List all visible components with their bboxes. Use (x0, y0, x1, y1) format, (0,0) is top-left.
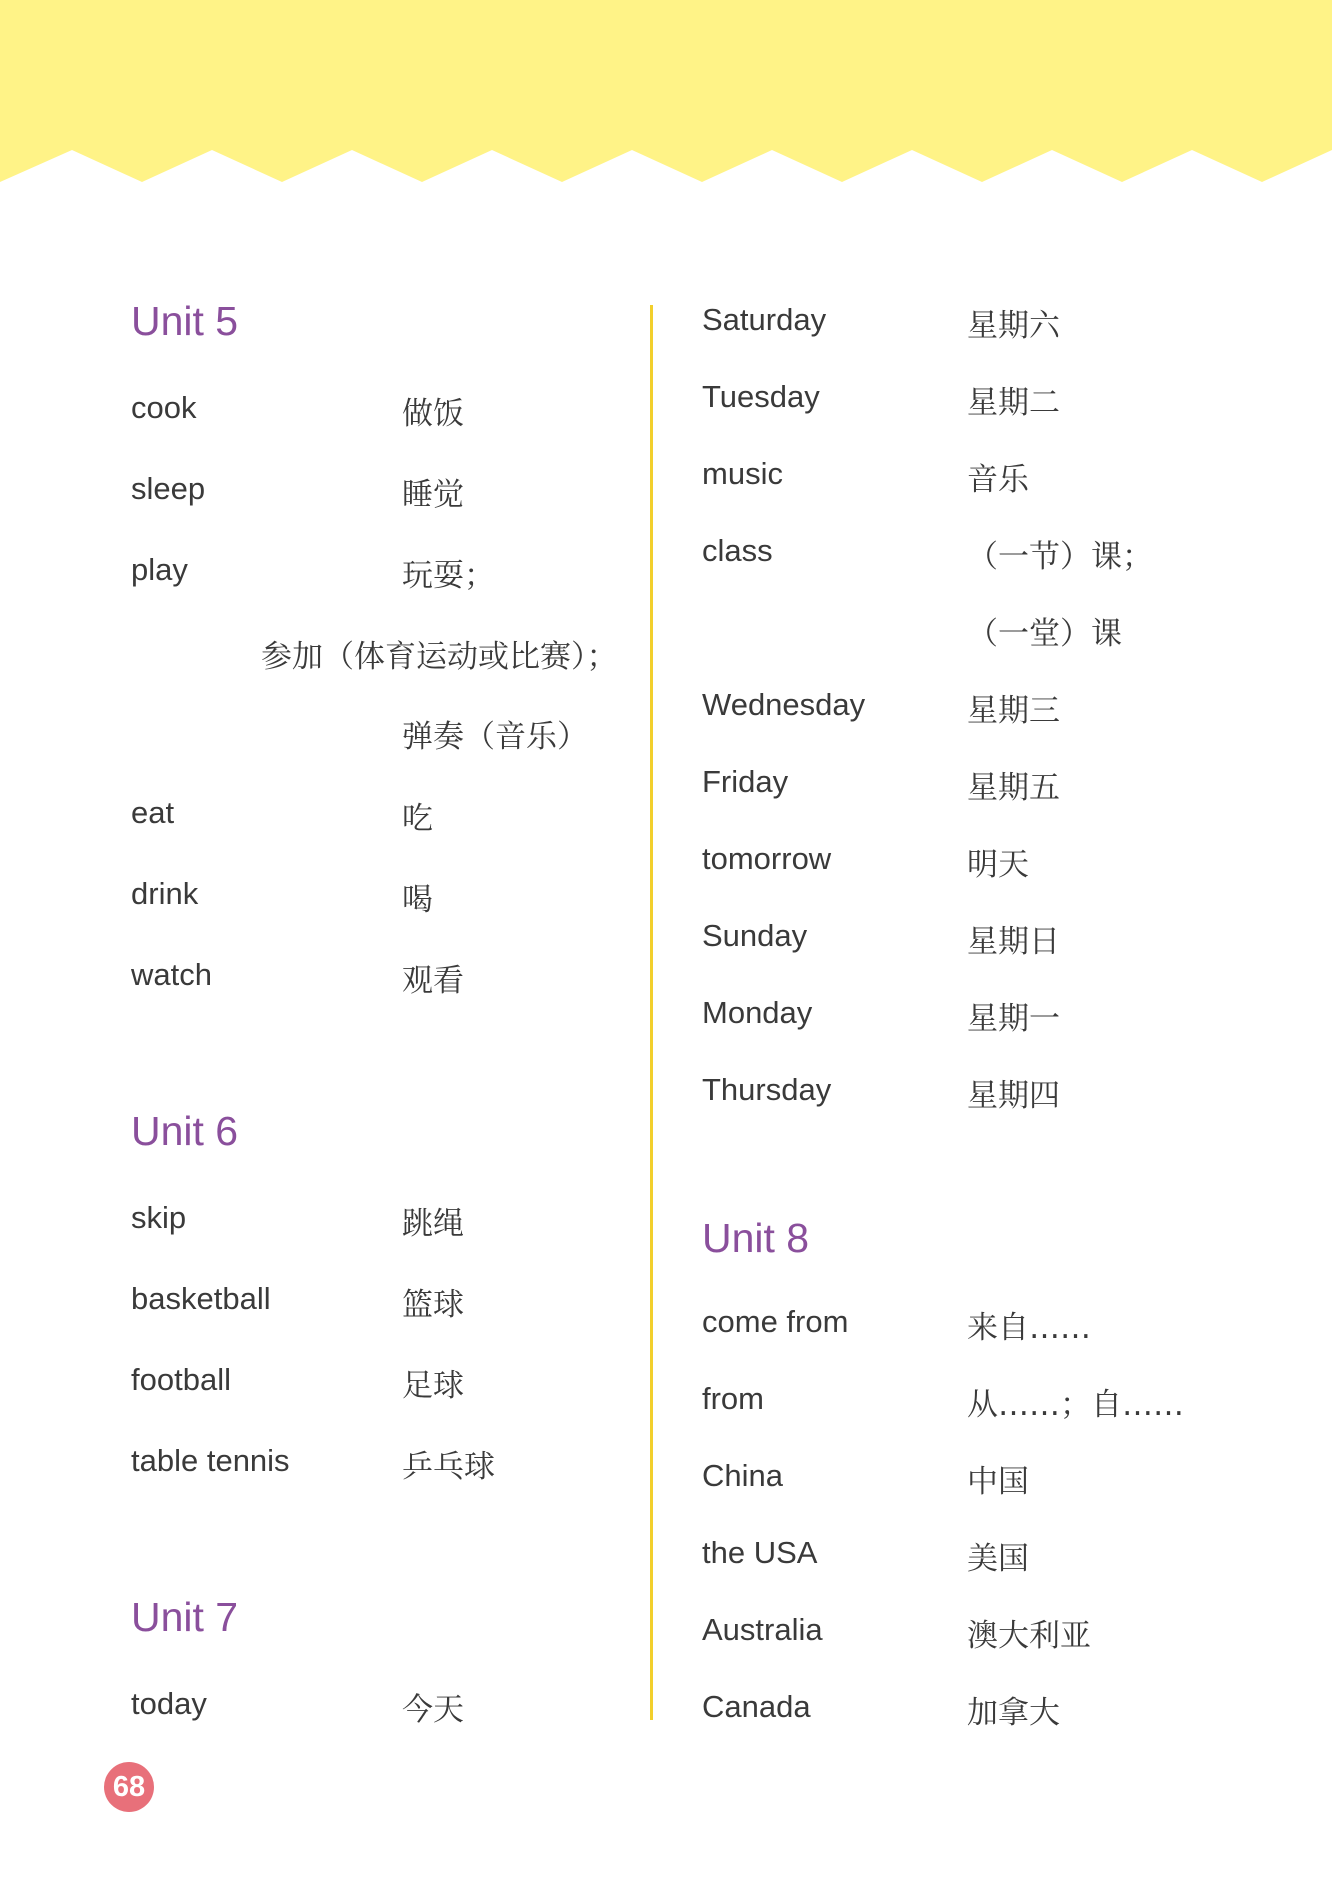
word-zh: （一节）课； (967, 539, 1153, 575)
word-zh: 睡觉 (402, 477, 464, 513)
word-en: drink (131, 876, 199, 911)
word-en: class (702, 533, 773, 568)
word-en: Sunday (702, 918, 808, 953)
word-zh: 星期三 (967, 693, 1060, 729)
word-zh: 观看 (402, 963, 464, 999)
zigzag-banner (0, 0, 1332, 190)
unit7-title: Unit 7 (131, 1594, 239, 1640)
word-en: from (702, 1381, 764, 1416)
word-zh: 玩耍； (402, 558, 495, 594)
word-zh: 做饭 (402, 396, 464, 432)
word-zh: 加拿大 (967, 1695, 1060, 1731)
word-zh: 喝 (402, 882, 433, 918)
word-en: sleep (131, 471, 206, 506)
word-zh: 澳大利亚 (967, 1618, 1091, 1654)
word-zh: 星期五 (967, 770, 1060, 806)
word-zh-continuation: 弹奏（音乐） (402, 719, 588, 755)
word-en: China (702, 1458, 783, 1493)
word-en: basketball (131, 1281, 271, 1316)
word-zh: 篮球 (402, 1287, 464, 1323)
word-zh: 星期二 (967, 385, 1060, 421)
column-divider (650, 305, 653, 1720)
word-en: Friday (702, 764, 789, 799)
word-en: Australia (702, 1612, 823, 1647)
word-en: today (131, 1686, 207, 1721)
word-en: music (702, 456, 783, 491)
word-en: Canada (702, 1689, 811, 1724)
word-en: Wednesday (702, 687, 866, 722)
word-en: eat (131, 795, 175, 830)
unit5-title: Unit 5 (131, 298, 239, 344)
word-zh: 跳绳 (402, 1206, 464, 1242)
word-zh: 明天 (967, 847, 1029, 883)
word-en: watch (131, 957, 212, 992)
word-zh: 吃 (402, 801, 433, 837)
word-zh: 足球 (402, 1368, 464, 1404)
word-en: football (131, 1362, 231, 1397)
word-en: come from (702, 1304, 849, 1339)
word-en: table tennis (131, 1443, 290, 1478)
word-zh: 来自…… (967, 1310, 1091, 1346)
unit8-title: Unit 8 (702, 1215, 810, 1261)
page-number-badge: 68 (104, 1762, 154, 1812)
word-zh-continuation: 参加（体育运动或比赛）； (261, 639, 618, 675)
word-en: the USA (702, 1535, 818, 1570)
word-zh-continuation: （一堂）课 (967, 616, 1122, 652)
word-zh: 星期四 (967, 1078, 1060, 1114)
word-en: play (131, 552, 188, 587)
word-en: Thursday (702, 1072, 832, 1107)
word-zh: 星期日 (967, 924, 1060, 960)
word-en: tomorrow (702, 841, 832, 876)
word-zh: 星期一 (967, 1001, 1060, 1037)
word-en: cook (131, 390, 197, 425)
word-en: Tuesday (702, 379, 820, 414)
unit6-title: Unit 6 (131, 1108, 239, 1154)
word-zh: 今天 (402, 1692, 464, 1728)
word-en: Saturday (702, 302, 827, 337)
word-zh: 乒乓球 (402, 1449, 495, 1485)
word-zh: 中国 (967, 1464, 1029, 1500)
word-en: Monday (702, 995, 813, 1030)
word-zh: 星期六 (967, 308, 1060, 344)
word-zh: 从……；自…… (967, 1387, 1184, 1423)
word-zh: 美国 (967, 1541, 1029, 1577)
word-en: skip (131, 1200, 187, 1235)
word-zh: 音乐 (967, 462, 1029, 498)
